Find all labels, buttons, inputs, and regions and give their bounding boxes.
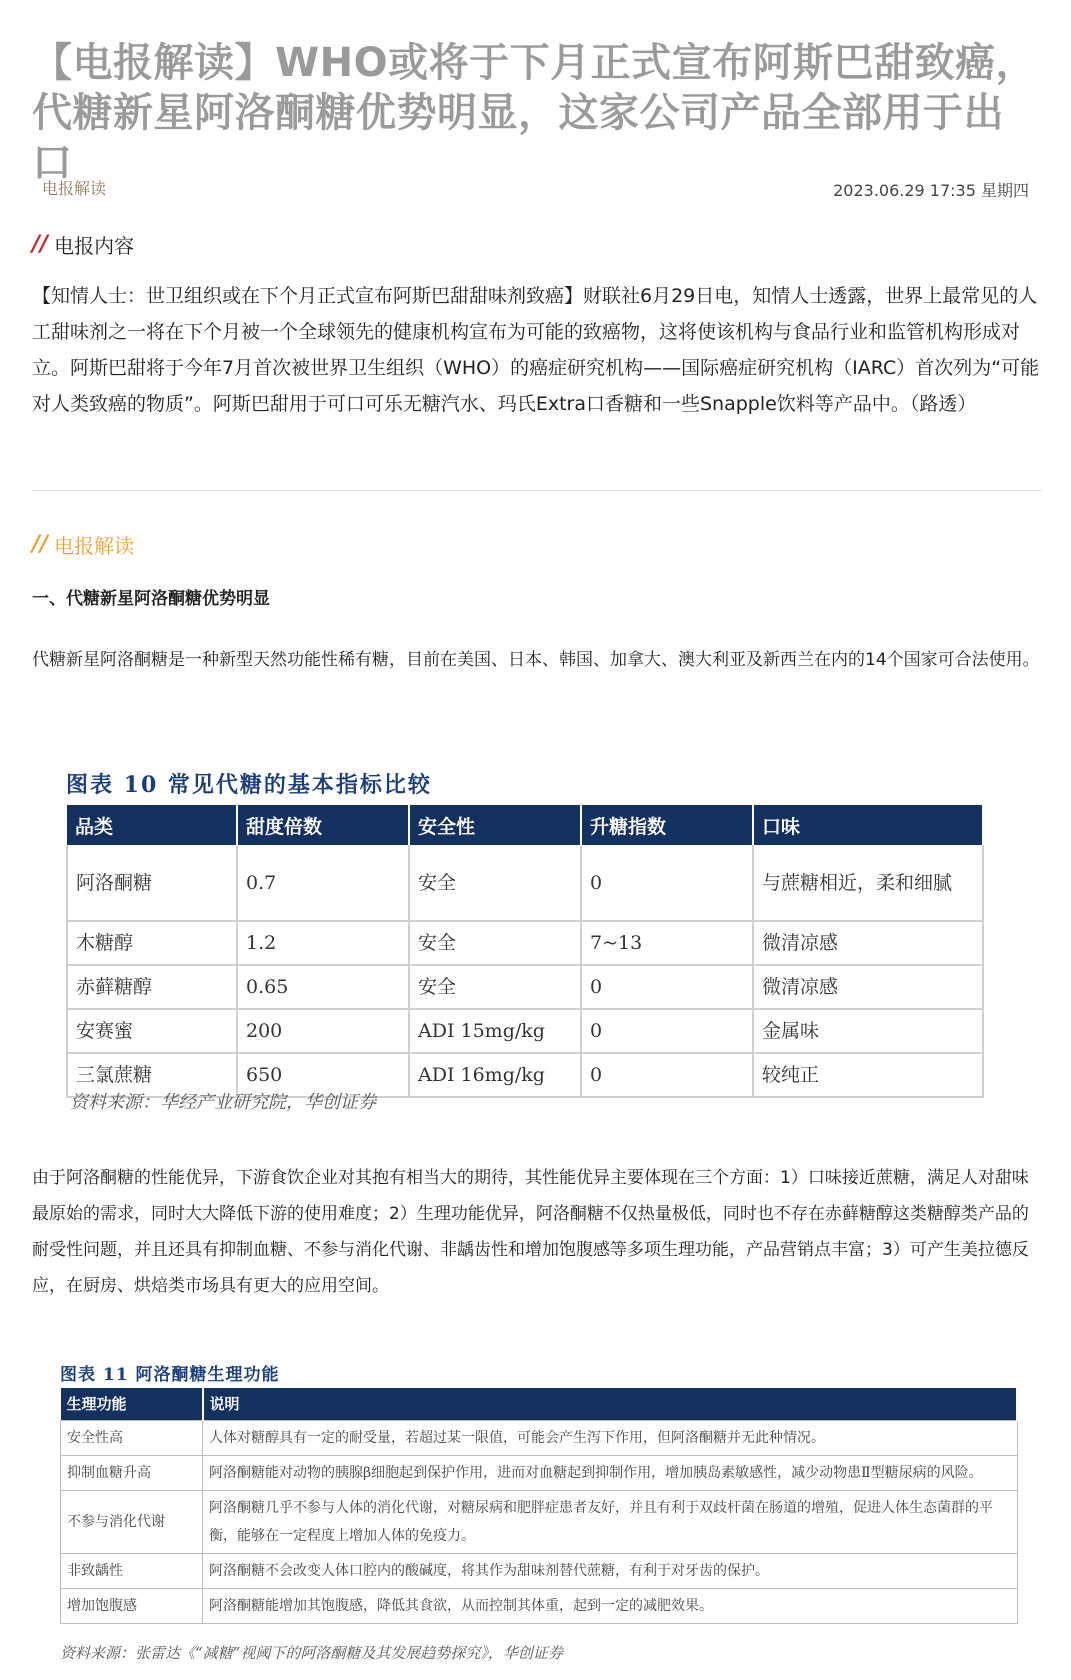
section-title: 电报解读 <box>54 534 135 558</box>
table-header: 说明 <box>203 1388 1018 1420</box>
table-row <box>61 1455 1018 1490</box>
table-cell: 微清凉感 <box>753 965 983 1009</box>
table-header: 升糖指数 <box>581 805 753 845</box>
table-header: 品类 <box>67 805 237 845</box>
table-cell: 增加饱腹感 <box>61 1588 203 1623</box>
section-heading-content <box>32 230 134 259</box>
table-cell: 抑制血糖升高 <box>61 1455 203 1490</box>
table-header: 口味 <box>753 805 983 845</box>
table-row <box>67 1009 983 1053</box>
table-cell: 安全 <box>409 845 581 921</box>
table-cell: 微清凉感 <box>753 921 983 965</box>
table-cell: 安全 <box>409 965 581 1009</box>
table-cell: 1.2 <box>237 921 409 965</box>
analysis-paragraph-2: 由于阿洛酮糖的性能优异，下游食饮企业对其抱有相当大的期待，其性能优异主要体现在三个方面：1）口味接近蔗糖，满足人对甜味最原始的需求，同时大大降低下游的使用难度；2）生理功能优异，阿洛酮糖不仅热量极低，同时也不存在赤藓糖醇这类糖醇类产品的耐受性问题，并且还具有抑制血糖、不参与消化代谢、非龋齿性和增加饱腹感等多项生理功能，产品营销点丰富；3）可产生美拉德反应，在厨房、烘焙类市场具有更大的应用空间。 <box>32 1168 1029 1296</box>
table-cell: 人体对糖醇具有一定的耐受量，若超过某一限值，可能会产生泻下作用，但阿洛酮糖并无此种情况。 <box>203 1420 1018 1455</box>
slash-icon: // <box>32 232 49 257</box>
section-title: 电报内容 <box>54 234 135 258</box>
table-cell: 0.65 <box>237 965 409 1009</box>
table-cell: 木糖醇 <box>67 921 237 965</box>
table-row <box>67 921 983 965</box>
table-cell: 0 <box>581 965 753 1009</box>
table-cell: 650 <box>237 1053 409 1097</box>
source-tag[interactable]: 电报解读 <box>42 179 107 198</box>
table-cell: 阿洛酮糖能对动物的胰腺β细胞起到保护作用，进而对血糖起到抑制作用，增加胰岛素敏感性，减少动物患Ⅱ型糖尿病的风险。 <box>203 1455 1018 1490</box>
table-cell: 阿洛酮糖不会改变人体口腔内的酸碱度，将其作为甜味剂替代蔗糖，有利于对牙齿的保护。 <box>203 1553 1018 1588</box>
table-cell: 200 <box>237 1009 409 1053</box>
analysis-paragraph-1: 代糖新星阿洛酮糖是一种新型天然功能性稀有糖，目前在美国、日本、韩国、加拿大、澳大利亚及新西兰在内的14个国家可合法使用。 <box>32 650 1040 670</box>
table-cell: 安赛蜜 <box>67 1009 237 1053</box>
table-row <box>61 1420 1018 1455</box>
figure11-table <box>60 1388 1018 1624</box>
table-cell: 0 <box>581 1009 753 1053</box>
table-header: 安全性 <box>409 805 581 845</box>
table-cell: ADI 15mg/kg <box>409 1009 581 1053</box>
table-cell: 0.7 <box>237 845 409 921</box>
table-row <box>61 1553 1018 1588</box>
table-cell: 安全 <box>409 921 581 965</box>
table-row <box>67 845 983 921</box>
figure11-source: 资料来源：张雷达《“减糖”视阈下的阿洛酮糖及其发展趋势探究》，华创证券 <box>60 1644 563 1662</box>
table-cell: 阿洛酮糖能增加其饱腹感，降低其食欲，从而控制其体重，起到一定的减肥效果。 <box>203 1588 1018 1623</box>
table-cell: 三氯蔗糖 <box>67 1053 237 1097</box>
table-cell: 0 <box>581 845 753 921</box>
article-headline: 【电报解读】WHO或将于下月正式宣布阿斯巴甜致癌，代糖新星阿洛酮糖优势明显，这家公司产品全部用于出口 <box>32 40 1037 186</box>
divider <box>32 490 1042 491</box>
analysis-subheading: 一、代糖新星阿洛酮糖优势明显 <box>32 589 270 609</box>
table-cell: 7~13 <box>581 921 753 965</box>
table-header: 甜度倍数 <box>237 805 409 845</box>
publish-datetime: 2023.06.29 17:35 星期四 <box>833 181 1029 200</box>
table-cell: 0 <box>581 1053 753 1097</box>
slash-icon: // <box>32 532 49 557</box>
table-cell: 不参与消化代谢 <box>61 1490 203 1553</box>
table-cell: 安全性高 <box>61 1420 203 1455</box>
table-row <box>61 1490 1018 1553</box>
table-cell: 非致龋性 <box>61 1553 203 1588</box>
telegraph-body: 【知情人士：世卫组织或在下个月正式宣布阿斯巴甜甜味剂致癌】财联社6月29日电，知情人士透露，世界上最常见的人工甜味剂之一将在下个月被一个全球领先的健康机构宣布为可能的致癌物，这将使该机构与食品行业和监管机构形成对立。阿斯巴甜将于今年7月首次被世界卫生组织（WHO）的癌症研究机构——国际癌症研究机构（IARC）首次列为“可能对人类致癌的物质”。阿斯巴甜用于可口可乐无糖汽水、玛氏Extra口香糖和一些Snapple饮料等产品中。（路透） <box>32 285 1040 415</box>
table-cell: 与蔗糖相近，柔和细腻 <box>753 845 983 921</box>
section-heading-analysis <box>32 530 134 559</box>
table-cell: ADI 16mg/kg <box>409 1053 581 1097</box>
figure10-title: 图表 10 常见代糖的基本指标比较 <box>66 772 432 798</box>
table-cell: 较纯正 <box>753 1053 983 1097</box>
figure11-title: 图表 11 阿洛酮糖生理功能 <box>60 1365 280 1385</box>
table-row <box>67 965 983 1009</box>
figure10-source: 资料来源：华经产业研究院，华创证券 <box>70 1092 376 1113</box>
table-cell: 阿洛酮糖几乎不参与人体的消化代谢，对糖尿病和肥胖症患者友好，并且有利于双歧杆菌在肠道的增殖，促进人体生态菌群的平衡，能够在一定程度上增加人体的免疫力。 <box>203 1490 1018 1553</box>
table-cell: 金属味 <box>753 1009 983 1053</box>
table-cell: 赤藓糖醇 <box>67 965 237 1009</box>
table-cell: 阿洛酮糖 <box>67 845 237 921</box>
figure10-table <box>66 805 984 1098</box>
table-row <box>61 1588 1018 1623</box>
table-header: 生理功能 <box>61 1388 203 1420</box>
